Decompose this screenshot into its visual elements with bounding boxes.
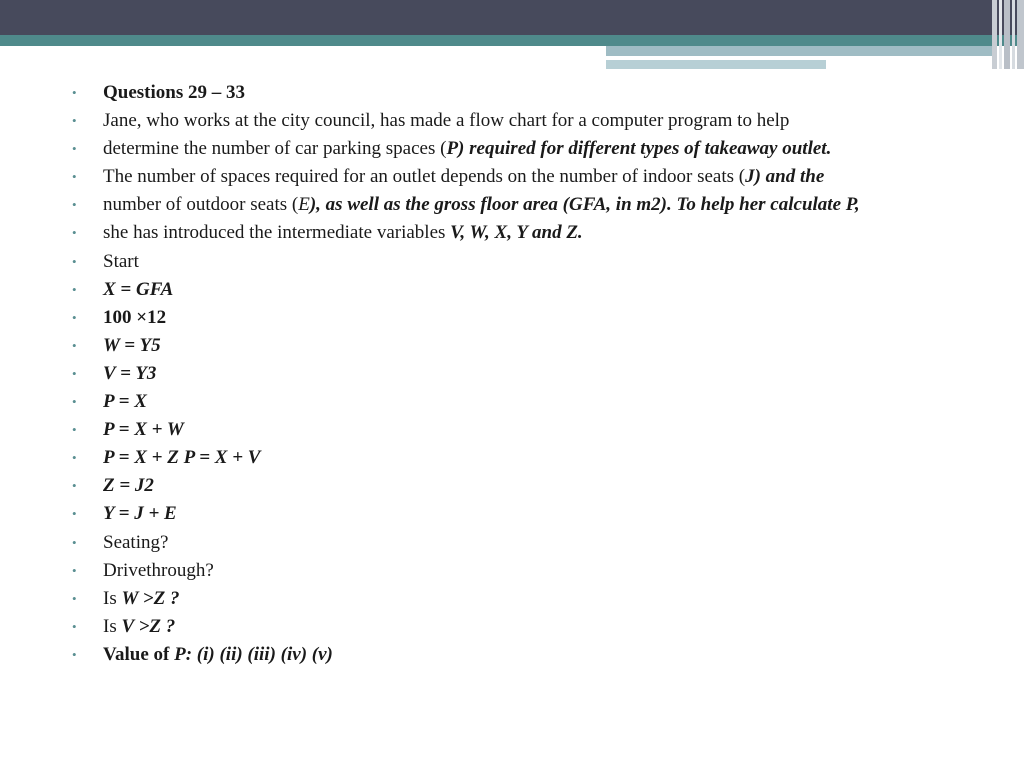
bullet-item: [72, 616, 972, 639]
bullet-dot-icon: •: [72, 506, 77, 522]
bullet-text: E: [298, 194, 310, 216]
bullet-text: Start: [103, 250, 139, 272]
bullet-text: V = Y3: [103, 362, 157, 384]
bullet-dot-icon: •: [72, 169, 77, 185]
bullet-dot-icon: •: [72, 534, 77, 550]
bullet-text: Drivethrough?: [103, 559, 214, 581]
bullet-text: Y = J + E: [103, 503, 177, 525]
slide-bullet-list: [72, 82, 972, 672]
bullet-dot-icon: •: [72, 197, 77, 213]
bullet-item: [72, 363, 972, 386]
bullet-text: P = X + W: [103, 419, 184, 441]
bullet-text: W = Y5: [103, 334, 161, 356]
bullet-dot-icon: •: [72, 225, 77, 241]
bullet-dot-icon: •: [72, 253, 77, 269]
bullet-text: Jane, who works at the city council, has made a flow chart for a computer program to help: [103, 110, 790, 132]
bullet-dot-icon: •: [72, 618, 77, 634]
bullet-dot-icon: •: [72, 590, 77, 606]
bullet-dot-icon: •: [72, 422, 77, 438]
bullet-item: [72, 166, 972, 189]
bullet-text: V, W, X, Y and Z.: [450, 222, 583, 244]
bullet-text: P = X + Z P = X + V: [103, 447, 261, 469]
bullet-item: [72, 475, 972, 498]
bullet-text: Is: [103, 615, 122, 637]
bullet-text: Value of: [103, 643, 175, 665]
bullet-item: [72, 391, 972, 414]
bullet-dot-icon: •: [72, 281, 77, 297]
bullet-dot-icon: •: [72, 478, 77, 494]
bullet-item: [72, 110, 972, 133]
bullet-dot-icon: •: [72, 394, 77, 410]
bullet-item: [72, 560, 972, 583]
bullet-text: P: (i) (ii) (iii) (iv) (v): [174, 643, 333, 665]
header-accent-bar: [606, 46, 996, 56]
bullet-dot-icon: •: [72, 141, 77, 157]
bullet-item: [72, 419, 972, 442]
bullet-dot-icon: •: [72, 562, 77, 578]
bullet-dot-icon: •: [72, 337, 77, 353]
bullet-item: [72, 279, 972, 302]
bullet-item: [72, 222, 972, 245]
bullet-text: X = GFA: [103, 278, 174, 300]
bullet-item: [72, 307, 972, 330]
header-accent-line: [606, 56, 948, 59]
bullet-text: Questions 29 – 33: [103, 82, 245, 103]
bullet-text: number of outdoor seats (: [103, 194, 299, 216]
bullet-item: [72, 447, 972, 470]
bullet-text: Is: [103, 587, 122, 609]
bullet-dot-icon: •: [72, 113, 77, 129]
bullet-item: [72, 503, 972, 526]
bullet-text: ), as well as the gross floor area (GFA, in m2). To help her calculate P,: [309, 194, 860, 216]
header-band-dark: [0, 0, 1024, 35]
bullet-item: [72, 82, 972, 105]
bullet-text: P = X: [103, 391, 147, 413]
bullet-item: [72, 532, 972, 555]
bullet-text: 100 ×12: [103, 306, 167, 328]
bullet-dot-icon: •: [72, 365, 77, 381]
bullet-item: [72, 335, 972, 358]
header-accent-bar-short: [606, 60, 826, 69]
header-band-teal: [0, 35, 1024, 46]
bullet-text: she has introduced the intermediate variables: [103, 222, 451, 244]
bullet-dot-icon: •: [72, 450, 77, 466]
bullet-item: [72, 588, 972, 611]
bullet-text: Z = J2: [103, 475, 154, 497]
bullet-dot-icon: •: [72, 646, 77, 662]
header-stripes: [992, 0, 1024, 69]
bullet-text: W >Z ?: [121, 587, 180, 609]
bullet-item: [72, 138, 972, 161]
bullet-dot-icon: •: [72, 309, 77, 325]
bullet-text: J) and the: [745, 166, 825, 188]
bullet-dot-icon: •: [72, 85, 77, 100]
bullet-item: [72, 251, 972, 274]
bullet-text: determine the number of car parking spaces (: [103, 138, 447, 160]
bullet-text: The number of spaces required for an outlet depends on the number of indoor seats (: [103, 166, 746, 188]
bullet-text: Seating?: [103, 531, 169, 553]
bullet-item: [72, 644, 972, 667]
bullet-text: V >Z ?: [121, 615, 176, 637]
bullet-text: P) required for different types of takeaway outlet.: [446, 138, 832, 160]
bullet-item: [72, 194, 972, 217]
